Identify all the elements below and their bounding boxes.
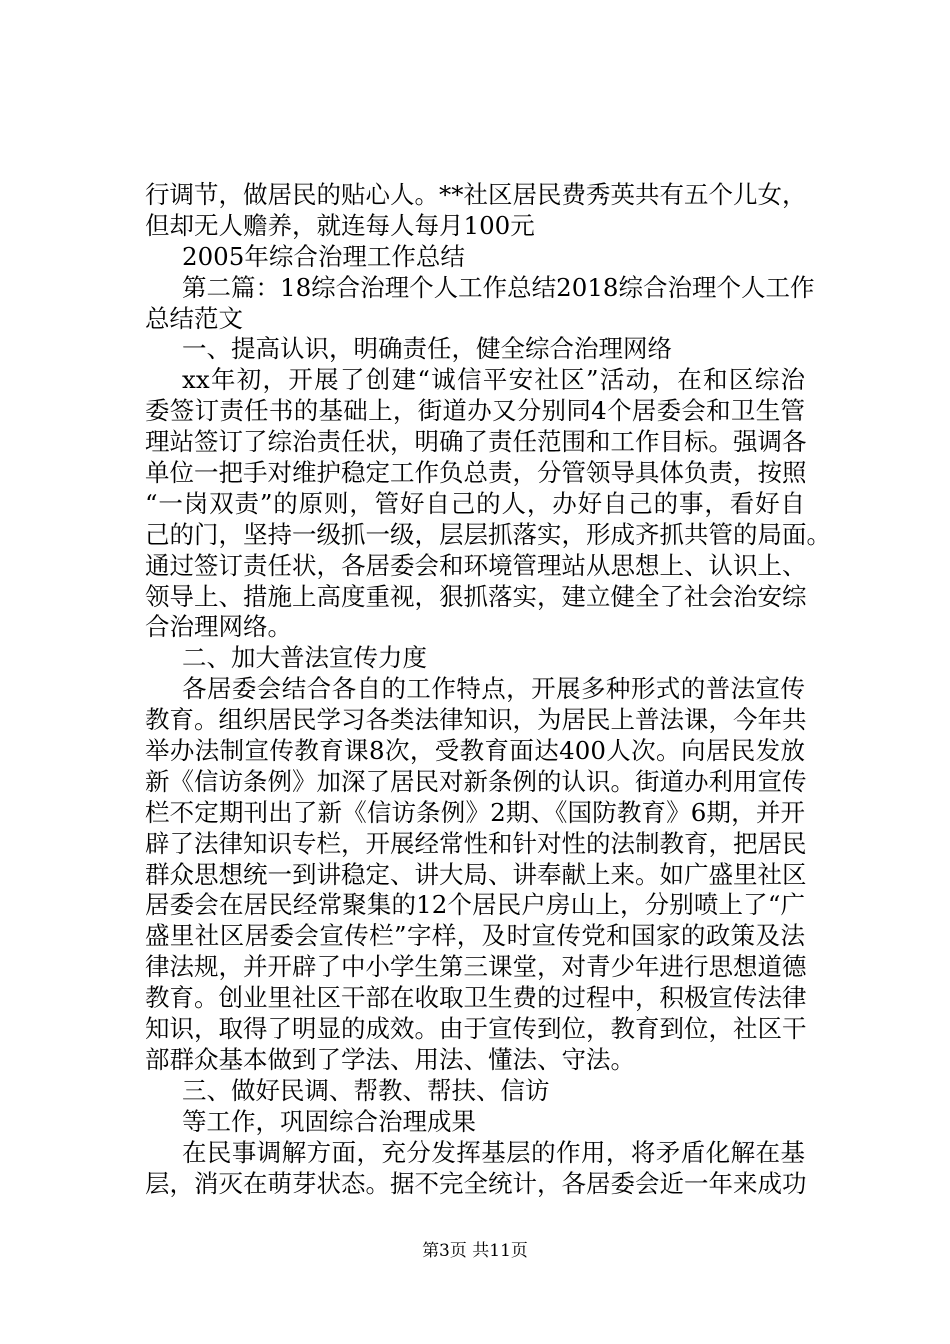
text-line: 理站签订了综治责任状，明确了责任范围和工作目标。强调各 [145,427,807,457]
text-line: 盛里社区居委会宣传栏”字样，及时宣传党和国家的政策及法 [145,921,805,951]
text-line: 举办法制宣传教育课8次，受教育面达400人次。向居民发放 [145,736,805,766]
text-line: 第二篇：18综合治理个人工作总结2018综合治理个人工作 [182,272,815,302]
text-line: 行调节，做居民的贴心人。**社区居民费秀英共有五个儿女， [145,180,807,209]
text-line: 群众思想统一到讲稳定、讲大局、讲奉献上来。如广盛里社区 [145,859,807,889]
text-line: 总结范文 [145,303,243,333]
text-line: 一、提高认识，明确责任，健全综合治理网络 [182,334,672,364]
text-line: 2005年综合治理工作总结 [182,241,465,271]
text-line: 知识，取得了明显的成效。由于宣传到位，教育到位，社区干 [145,1014,807,1044]
text-line: 居委会在居民经常聚集的12个居民户房山上，分别喷上了“广 [145,890,805,920]
text-line: 但却无人赡养，就连每人每月100元 [145,210,535,240]
text-line: 己的门，坚持一级抓一级，层层抓落实，形成齐抓共管的局面。 [145,519,831,549]
document-body [145,180,831,1199]
text-line: 合治理网络。 [145,612,292,642]
text-line: 等工作，巩固综合治理成果 [182,1106,476,1136]
text-line: 三、做好民调、帮教、帮扶、信访 [182,1075,550,1105]
page-footer [0,1240,950,1262]
text-line: xx年初，开展了创建“诚信平安社区”活动，在和区综治 [182,365,805,395]
text-line: 单位一把手对维护稳定工作负总责，分管领导具体负责，按照 [145,458,807,488]
text-line: 在民事调解方面，充分发挥基层的作用，将矛盾化解在基 [182,1137,805,1167]
text-line: 部群众基本做到了学法、用法、懂法、守法。 [145,1044,635,1074]
text-line: 领导上、措施上高度重视，狠抓落实，建立健全了社会治安综 [145,581,807,611]
text-line: 辟了法律知识专栏，开展经常性和针对性的法制教育，把居民 [145,828,807,858]
page-number-label: 第3页 共11页 [422,1241,528,1261]
text-line: 新《信访条例》加深了居民对新条例的认识。街道办利用宣传 [145,766,807,796]
text-line: 二、加大普法宣传力度 [182,643,427,673]
text-line: “一岗双责”的原则，管好自己的人，办好自己的事，看好自 [145,488,805,518]
text-line: 通过签订责任状，各居委会和环境管理站从思想上、认识上、 [145,550,807,580]
text-line: 各居委会结合各自的工作特点，开展多种形式的普法宣传 [182,674,805,704]
text-line: 栏不定期刊出了新《信访条例》2期、《国防教育》6期，并开 [145,797,805,827]
text-line: 委签订责任书的基础上，街道办又分别同4个居委会和卫生管 [145,396,805,426]
text-line: 律法规，并开辟了中小学生第三课堂，对青少年进行思想道德 [145,952,807,982]
text-line: 教育。创业里社区干部在收取卫生费的过程中，积极宣传法律 [145,983,807,1013]
text-line: 层，消灭在萌芽状态。据不完全统计，各居委会近一年来成功 [145,1168,807,1198]
text-line: 教育。组织居民学习各类法律知识，为居民上普法课，今年共 [145,705,807,735]
